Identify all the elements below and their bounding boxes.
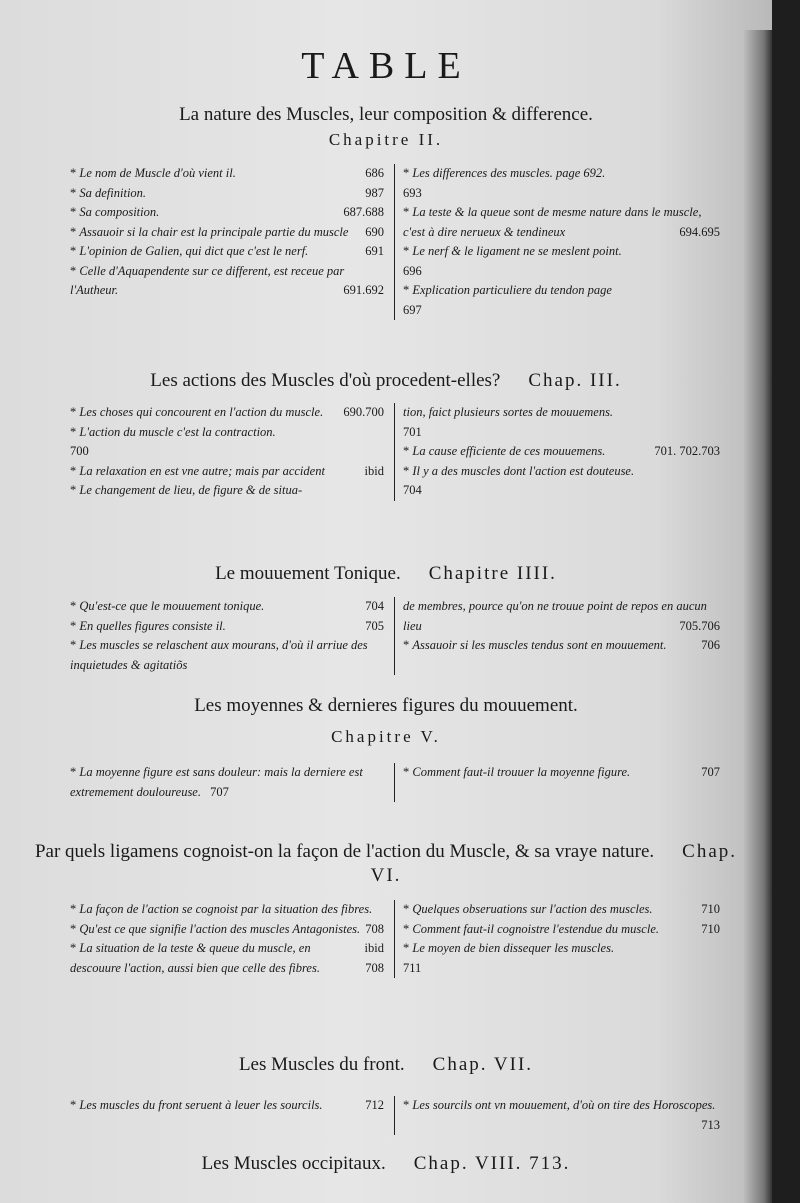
index-section-chapter-iii [70, 403, 720, 501]
index-entry: * Comment faut-il cognoistre l'estendue du muscle. 710 [403, 920, 720, 940]
index-entry: * La moyenne figure est sans douleur: mais la derniere est extremement douloureuse. 707 [70, 763, 384, 802]
index-section-chapter-vii [70, 1096, 720, 1135]
index-entry: * Assauoir si la chair est la principale partie du muscle 690 [70, 223, 384, 243]
index-column-right [395, 900, 720, 978]
index-entry: * Les muscles du front seruent à leuer les sourcils. 712 [70, 1096, 384, 1116]
page-title: TABLE [301, 45, 471, 87]
chapter-label-ii: Chapitre II. [328, 130, 444, 149]
chapter-label-vi: Chap. VI. [370, 841, 738, 886]
index-entry: * Qu'est ce que signifie l'action des muscles Antagonistes. ibid [70, 920, 384, 940]
section-heading-muscles-nature: La nature des Muscles, leur composition & difference. [179, 104, 593, 125]
index-entry: * Le moyen de bien dissequer les muscles. 711 [403, 939, 720, 978]
index-entry: * Comment faut-il trouuer la moyenne figure. 707 [403, 763, 720, 783]
section-heading-tonic-movement: Le mouuement Tonique. Chapitre IIII. [215, 563, 557, 584]
index-entry: * Sa composition. 687.688 [70, 203, 384, 223]
index-entry: * La façon de l'action se cognoist par la situation des fibres. 708 [70, 900, 384, 920]
index-column-left [70, 164, 395, 320]
index-column-left [70, 1096, 395, 1135]
index-entry: * La situation de la teste & queue du muscle, en descouure l'action, aussi bien que celle des fibres. 708 [70, 939, 384, 978]
index-column-right [395, 1096, 720, 1135]
index-entry: * Le nerf & le ligament ne se meslent point. 696 [403, 242, 720, 281]
index-entry: * Assauoir si les muscles tendus sont en mouuement. 706 [403, 636, 720, 656]
index-entry: * Celle d'Aquapendente sur ce different, est receue par l'Autheur. 691.692 [70, 262, 384, 301]
chapter-label-vii: Chap. VII. [432, 1054, 534, 1075]
index-column-right [395, 164, 720, 320]
index-entry: * Les choses qui concourent en l'action du muscle. 690.700 [70, 403, 384, 423]
index-entry: * L'opinion de Galien, qui dict que c'est le nerf. 691 [70, 242, 384, 262]
index-section-chapter-ii [70, 164, 720, 320]
index-entry: * Explication particuliere du tendon page 697 [403, 281, 720, 320]
section-heading-ligaments: Par quels ligamens cognoist-on la façon de l'action du Muscle, & sa vraye nature. Chap. VI. [34, 841, 738, 886]
index-entry: * Qu'est-ce que le mouuement tonique. 704 [70, 597, 384, 617]
section-heading-forehead-muscles: Les Muscles du front. Chap. VII. [238, 1054, 534, 1075]
index-section-chapter-iiii [70, 597, 720, 675]
index-entry: tion, faict plusieurs sortes de mouuemens. 701 [403, 405, 614, 439]
index-column-right [395, 597, 720, 675]
index-column-left [70, 597, 395, 675]
chapter-label-viii: Chap. VIII. 713. [413, 1153, 571, 1174]
index-entry: * Le nom de Muscle d'où vient il. 686 [70, 164, 384, 184]
index-section-chapter-v [70, 763, 720, 802]
chapter-label-v: Chapitre V. [331, 727, 441, 746]
index-entry: * Le changement de lieu, de figure & de situa- [70, 481, 384, 501]
index-column-right [395, 403, 720, 501]
index-entry: * Les sourcils ont vn mouuement, d'où on tire des Horoscopes. 713 [403, 1096, 720, 1116]
index-entry: * En quelles figures consiste il. 705 [70, 617, 384, 637]
index-entry: * L'action du muscle c'est la contraction. 700 [70, 423, 384, 462]
index-entry: * Les muscles se relaschent aux mourans, d'où il arriue des inquietudes & agitatiõs [70, 636, 384, 675]
index-entry: * La relaxation en est vne autre; mais par accident ibid [70, 462, 384, 482]
index-entry: * Il y a des muscles dont l'action est douteuse. 704 [403, 462, 720, 501]
index-section-chapter-vi [70, 900, 720, 978]
section-heading-muscle-actions: Les actions des Muscles d'où procedent-elles? Chap. III. [150, 370, 622, 391]
section-heading-middle-figures: Les moyennes & dernieres figures du mouuement. [194, 695, 578, 716]
index-column-left [70, 403, 395, 501]
index-entry: * Les differences des muscles. page 692. 693 [403, 164, 720, 203]
chapter-label-iiii: Chapitre IIII. [428, 563, 557, 584]
index-column-left [70, 900, 395, 978]
chapter-label-iii: Chap. III. [528, 370, 622, 391]
section-heading-occipital-muscles: Les Muscles occipitaux. Chap. VIII. 713. [201, 1153, 571, 1174]
index-entry: * Quelques obseruations sur l'action des muscles. 710 [403, 900, 720, 920]
index-entry: de membres, pource qu'on ne trouue point de repos en aucun lieu 705.706 [403, 599, 720, 633]
index-entry: * La teste & la queue sont de mesme nature dans le muscle, c'est à dire nerueux & tendineux 694.695 [403, 203, 720, 242]
index-column-left [70, 763, 395, 802]
index-entry: * Sa definition. 987 [70, 184, 384, 204]
page-edge-shadow [744, 30, 772, 1203]
index-entry: * La cause efficiente de ces mouuemens. 701. 702.703 [403, 442, 720, 462]
index-column-right [395, 763, 720, 802]
